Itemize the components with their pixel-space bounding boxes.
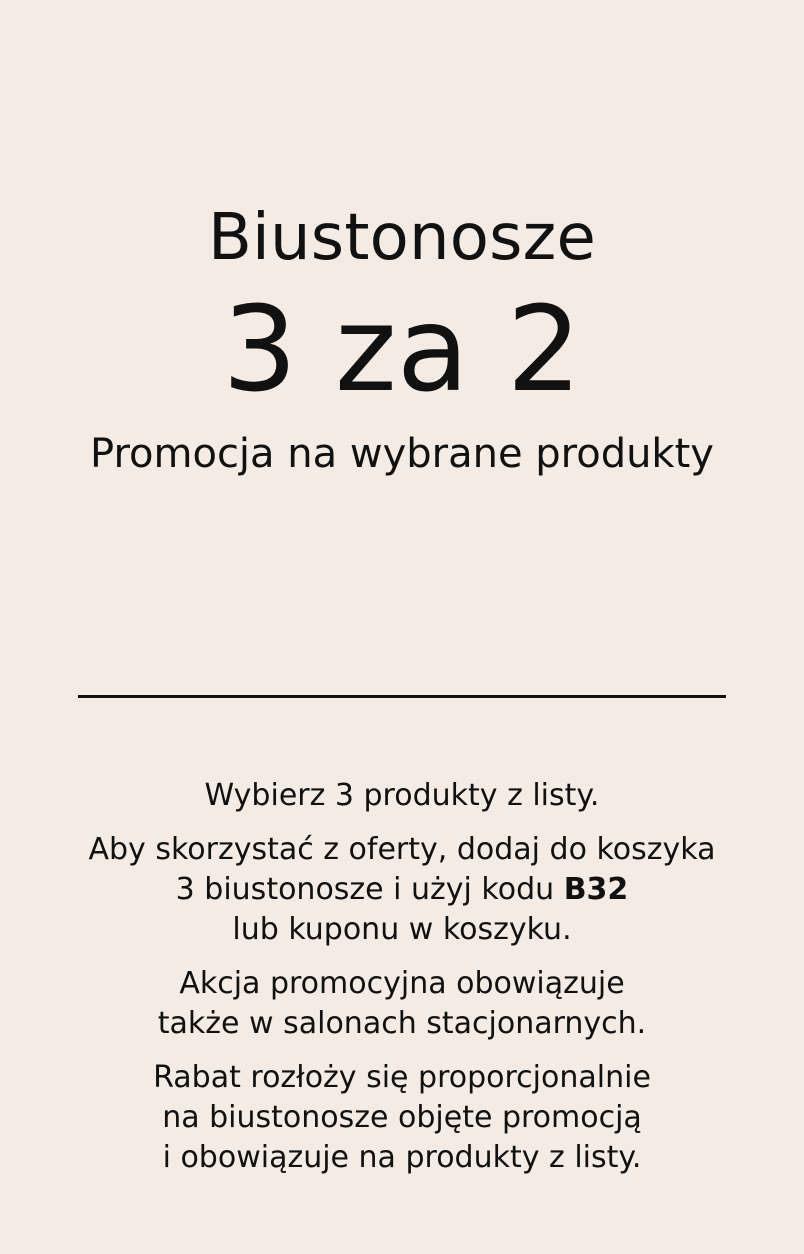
detail-line-3 xyxy=(0,870,804,910)
detail-line-1: Wybierz 3 produkty z listy. xyxy=(204,778,600,813)
promo-offer: 3 za 2 xyxy=(222,280,582,418)
promo-hero xyxy=(0,196,804,480)
detail-line-7: Rabat rozłoży się proporcjonalnie xyxy=(153,1060,651,1095)
detail-line-8: na biustonosze objęte promocją xyxy=(162,1100,642,1135)
promo-details xyxy=(0,776,804,1178)
detail-line-3-text: 3 biustonosze i użyj kodu xyxy=(175,872,564,907)
detail-line-6: także w salonach stacjonarnych. xyxy=(157,1006,647,1041)
detail-line-2: Aby skorzystać z oferty, dodaj do koszyka xyxy=(88,832,716,867)
promo-code: B32 xyxy=(563,872,629,907)
section-divider xyxy=(78,695,726,698)
detail-line-4: lub kuponu w koszyku. xyxy=(232,912,572,947)
detail-line-5: Akcja promocyjna obowiązuje xyxy=(179,966,625,1001)
detail-line-9: i obowiązuje na produkty z listy. xyxy=(162,1140,642,1175)
promo-subtitle: Promocja na wybrane produkty xyxy=(90,431,714,477)
promo-title: Biustonosze xyxy=(207,201,597,275)
